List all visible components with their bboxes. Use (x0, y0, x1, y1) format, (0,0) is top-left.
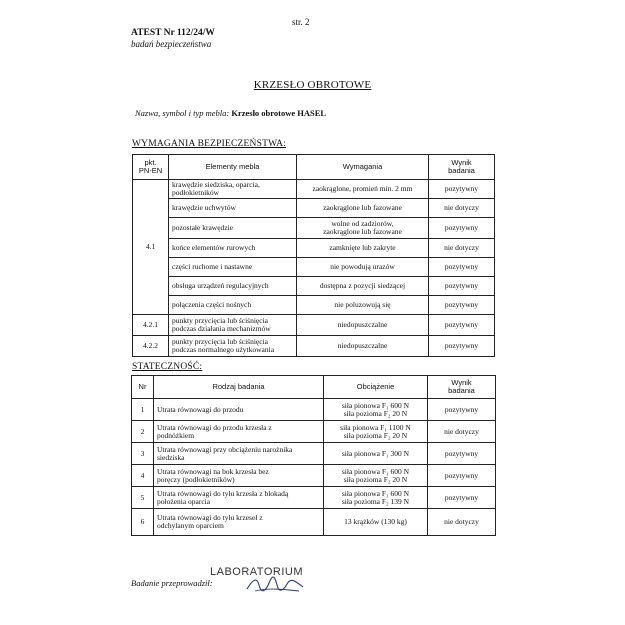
result-cell: pozytywny (428, 465, 496, 487)
table-row (133, 258, 495, 277)
header-result: Wynik badania (429, 155, 495, 180)
table-row (133, 180, 495, 199)
result-cell: pozytywny (429, 180, 495, 199)
result-cell: pozytywny (429, 336, 495, 357)
test-cell: Utrata równowagi do przodu (154, 399, 324, 421)
table-row (132, 509, 496, 536)
test-cell: Utrata równowagi do tyłu krzesła z blokadą położenia oparcia (154, 487, 324, 509)
stability-table (131, 375, 496, 536)
result-cell: pozytywny (429, 277, 495, 296)
load-cell: 13 krążków (130 kg) (324, 509, 428, 536)
furniture-name: Krzesło obrotowe HASEL (231, 108, 327, 118)
test-cell: Utrata równowagi do tyłu krzeseł z odchylanym oparciem (154, 509, 324, 536)
element-cell: końce elementów rurowych (169, 239, 297, 258)
header-nr: Nr (132, 376, 154, 399)
table-row (132, 487, 496, 509)
table-row (133, 199, 495, 218)
table-row (133, 296, 495, 315)
result-cell: pozytywny (429, 296, 495, 315)
signer-label: Badanie przeprowadził: (131, 578, 213, 588)
result-cell: pozytywny (428, 443, 496, 465)
element-cell: części ruchome i nastawne (169, 258, 297, 277)
requirement-cell: nie poluzowują się (297, 296, 429, 315)
result-cell: nie dotyczy (429, 239, 495, 258)
nr-cell: 6 (132, 509, 154, 536)
result-cell: nie dotyczy (429, 199, 495, 218)
signature-icon (245, 573, 305, 595)
requirement-cell: niedopuszczalne (297, 336, 429, 357)
element-cell: punkty przycięcia lub ściśnięcia podczas normalnego użytkowania (169, 336, 297, 357)
requirement-cell: zaokrąglone lub fazowane (297, 199, 429, 218)
nr-cell: 3 (132, 443, 154, 465)
header-result: Wynik badania (428, 376, 496, 399)
clause-cell: 4.2.2 (133, 336, 169, 357)
element-cell: krawędzie uchwytów (169, 199, 297, 218)
test-cell: Utrata równowagi do przodu krzesła z podnóżkiem (154, 421, 324, 443)
requirement-cell: wolne od zadziorów, zaokrąglone lub fazowane (297, 218, 429, 239)
result-cell: pozytywny (428, 487, 496, 509)
table-row (132, 399, 496, 421)
table-row (133, 277, 495, 296)
result-cell: pozytywny (429, 258, 495, 277)
atest-number: ATEST Nr 112/24/W (131, 28, 215, 38)
element-cell: pozostałe krawędzie (169, 218, 297, 239)
table-header-row (132, 376, 496, 399)
load-cell: siła pionowa F₁ 600 N siła pozioma F₂ 20 N (324, 465, 428, 487)
result-cell: pozytywny (428, 399, 496, 421)
furniture-label: Nazwa, symbol i typ mebla: (135, 108, 230, 118)
load-cell: siła pionowa F₁ 600 N siła pozioma F₂ 139 N (324, 487, 428, 509)
clause-cell: 4.1 (133, 180, 169, 315)
result-cell: pozytywny (429, 218, 495, 239)
atest-subtitle: badań bezpieczeństwa (131, 39, 212, 49)
load-cell: siła pionowa F₁ 1100 N siła pozioma F₂ 20 N (324, 421, 428, 443)
table-row (133, 239, 495, 258)
stability-section-title: STATECZNOŚĆ: (132, 362, 203, 372)
table-header-row (133, 155, 495, 180)
result-cell: pozytywny (429, 315, 495, 336)
laboratory-stamp: LABORATORIUM (210, 566, 303, 578)
header-element: Elementy mebla (169, 155, 297, 180)
requirement-cell: niedopuszczalne (297, 315, 429, 336)
table-row (133, 336, 495, 357)
document-title: KRZESŁO OBROTOWE (253, 79, 372, 91)
header-load: Obciążenie (324, 376, 428, 399)
requirement-cell: nie powodują urazów (297, 258, 429, 277)
table-row (132, 443, 496, 465)
nr-cell: 4 (132, 465, 154, 487)
table-row (132, 421, 496, 443)
test-cell: Utrata równowagi na bok krzesła bez poręczy (podłokietników) (154, 465, 324, 487)
clause-cell: 4.2.1 (133, 315, 169, 336)
requirement-cell: zamknięte lub zakryte (297, 239, 429, 258)
furniture-line (135, 108, 326, 118)
nr-cell: 5 (132, 487, 154, 509)
header-clause: pkt. PN-EN (133, 155, 169, 180)
table-row (133, 315, 495, 336)
requirement-cell: dostępna z pozycji siedzącej (297, 277, 429, 296)
element-cell: połączenia części nośnych (169, 296, 297, 315)
table-row (132, 465, 496, 487)
page-number: str. 2 (292, 17, 310, 27)
safety-requirements-table (132, 154, 495, 357)
nr-cell: 2 (132, 421, 154, 443)
nr-cell: 1 (132, 399, 154, 421)
element-cell: krawędzie siedziska, oparcia, podłokietników (169, 180, 297, 199)
load-cell: siła pionowa F₁ 600 N siła pozioma F₂ 20 N (324, 399, 428, 421)
safety-section-title: WYMAGANIA BEZPIECZEŃSTWA: (132, 139, 287, 149)
result-cell: nie dotyczy (428, 421, 496, 443)
table-row (133, 218, 495, 239)
header-requirement: Wymagania (297, 155, 429, 180)
result-cell: nie dotyczy (428, 509, 496, 536)
element-cell: punkty przycięcia lub ściśnięcia podczas działania mechanizmów (169, 315, 297, 336)
load-cell: siła pionowa F₁ 300 N (324, 443, 428, 465)
header-test: Rodzaj badania (154, 376, 324, 399)
test-cell: Utrata równowagi przy obciążeniu narożnika siedziska (154, 443, 324, 465)
element-cell: obsługa urządzeń regulacyjnych (169, 277, 297, 296)
requirement-cell: zaokrąglone, promień min. 2 mm (297, 180, 429, 199)
